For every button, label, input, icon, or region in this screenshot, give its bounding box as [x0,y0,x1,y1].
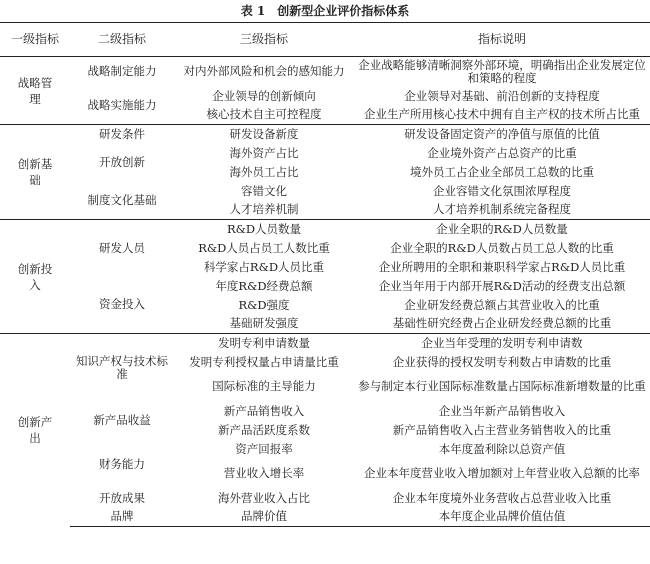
description-cell: 本年度盈利除以总资产值 [438,441,566,456]
level3-cell: 海外员工占比 [229,164,299,179]
header-description: 指标说明 [354,23,650,57]
level3-cell: 发明专利申请数量 [174,334,354,353]
description-cell: 企业获得的授权发明专利数占申请数的比重 [392,354,612,369]
description-cell: 参与制定本行业国际标准数量占国际标准新增数量的比重 [358,379,646,393]
table-row [0,220,650,239]
level3-cell: R&D人员数量 [174,220,354,239]
description-cell: 企业生产所用核心技术中拥有自主产权的技术所占比重 [364,107,640,122]
level2-cell: 财务能力 [99,456,145,471]
description-cell: 企业当年受理的发明专利申请数 [354,334,650,353]
level3-cell: 对内外部风险和机会的感知能力 [174,57,354,87]
description-cell: 企业全职的R&D人员数量 [354,220,650,239]
table-row [0,402,650,421]
description-cell: 企业境外资产占总资产的比重 [427,145,577,160]
description-cell: 企业容错文化氛围浓厚程度 [433,183,571,198]
table-row [0,125,650,144]
level3-cell: 年度R&D经费总额 [215,278,313,293]
level3-cell: 核心技术自主可控程度 [206,107,322,122]
description-cell: 新产品销售收入占主营业务销售收入的比重 [392,422,612,437]
level3-cell: 品牌价值 [174,508,354,527]
table-row [0,144,650,163]
description-cell: 企业所聘用的全职和兼职科学家占R&D人员比重 [378,259,626,274]
level3-cell: 新产品销售收入 [223,403,305,418]
level3-cell: 容错文化 [241,183,287,198]
level2-cell: 制度文化基础 [87,192,157,207]
level2-cell: 新产品收益 [93,413,151,427]
table-row [0,182,650,201]
description-cell: 企业本年度境外业务营收占总营业收入比重 [392,490,612,505]
header-level1: 一级指标 [0,23,70,57]
table-row [0,87,650,106]
description-cell: 企业研发经费总额占其营业收入的比重 [404,297,600,312]
description-cell: 境外员工占企业全部员工总数的比重 [410,164,594,179]
level2-cell: 资金投入 [99,297,145,312]
header-level2: 二级指标 [70,23,174,57]
level3-cell: 海外资产占比 [229,145,299,160]
table-row [0,334,650,353]
table-row [0,489,650,508]
level3-cell: 人才培养机制 [229,202,299,217]
header-row [0,23,650,57]
level2-cell: 研发条件 [70,125,174,144]
level3-cell: 科学家占R&D人员比重 [203,259,325,274]
description-cell: 企业全职的R&D人员数占员工总人数的比重 [390,240,614,255]
level3-cell: 基础研发强度 [229,316,299,331]
level3-cell: R&D人员占员工人数比重 [198,240,330,255]
description-cell: 企业领导对基础、前沿创新的支持程度 [404,88,600,103]
table-caption: 表 1 创新型企业评价指标体系 [240,4,410,18]
level2-cell: 战略制定能力 [70,57,174,87]
description-cell: 企业战略能够清晰洞察外部环境，明确指出企业发展定位和策略的程度 [354,57,650,87]
table-row [0,508,650,527]
indicator-table [0,22,650,527]
level2-cell: 开放创新 [99,155,145,169]
level3-cell: 国际标准的主导能力 [212,379,316,393]
level1-cell: 创新产出 [0,334,70,527]
description-cell: 人才培养机制系统完备程度 [433,202,571,217]
level3-cell: 研发设备新度 [174,125,354,144]
level3-cell: R&D强度 [238,297,290,312]
description-cell: 研发设备固定资产的净值与原值的比值 [354,125,650,144]
header-level3: 三级指标 [174,23,354,57]
table-row [0,277,650,296]
level2-cell: 品牌 [70,508,174,527]
description-cell: 基础性研究经费占企业研发经费总额的比重 [392,316,612,331]
level1-cell: 创新基础 [0,125,70,220]
table-row [0,57,650,87]
level2-cell: 研发人员 [70,220,174,277]
level2-cell: 知识产权与技术标准 [70,334,174,402]
level3-cell: 资产回报率 [235,441,293,456]
description-cell: 企业本年度营业收入增加额对上年营业收入总额的比率 [364,466,640,480]
level3-cell: 海外营业收入占比 [218,490,310,505]
level1-cell: 战略管理 [0,57,70,125]
level3-cell: 营业收入增长率 [223,466,305,480]
description-cell: 企业当年用于内部开展R&D活动的经费支出总额 [378,278,626,293]
level2-cell: 开放成果 [99,490,145,505]
description-cell: 企业当年新产品销售收入 [438,403,566,418]
level3-cell: 企业领导的创新倾向 [212,88,316,103]
table-row [0,440,650,459]
level1-cell: 创新投入 [0,220,70,334]
level3-cell: 新产品活跃度系数 [218,422,310,437]
description-cell: 本年度企业品牌价值估值 [354,508,650,527]
level2-cell: 战略实施能力 [87,97,157,112]
level3-cell: 发明专利授权量占申请量比重 [189,354,339,369]
table-body [0,57,650,527]
